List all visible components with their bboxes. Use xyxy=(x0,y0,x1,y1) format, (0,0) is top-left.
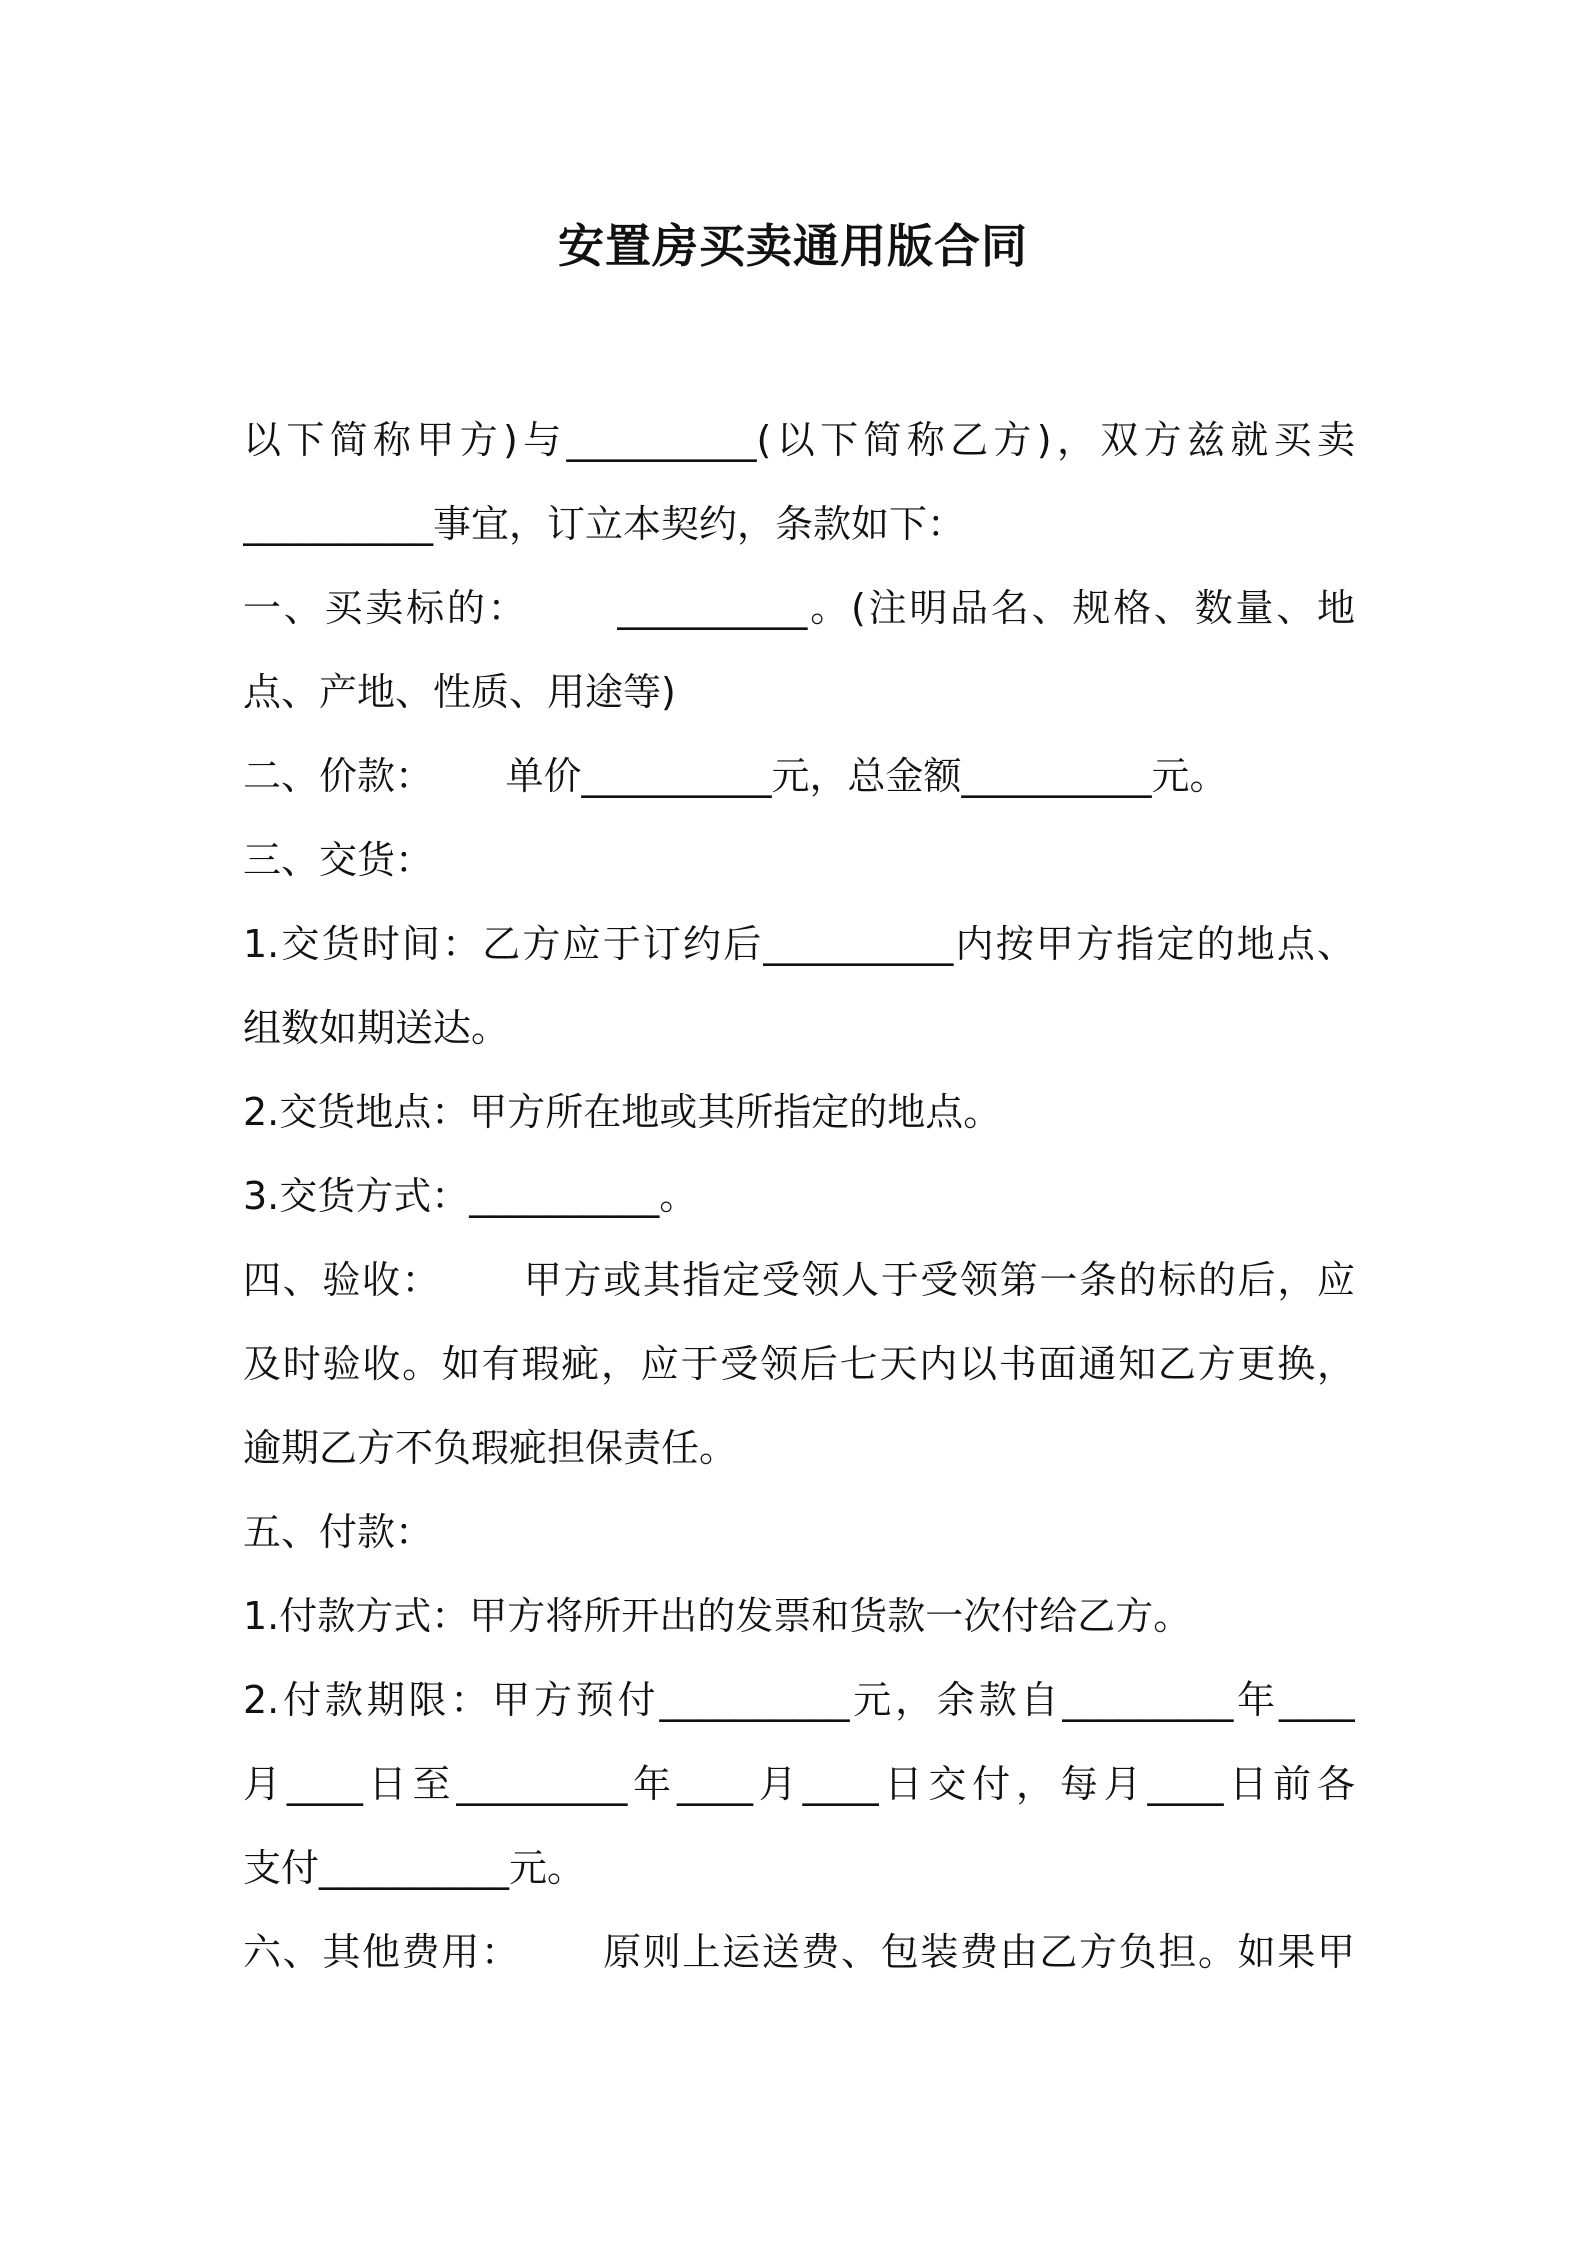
text-line: 点、产地、性质、用途等) xyxy=(243,670,676,714)
clause-inspection: 四、验收： 甲方或其指定受领人于受领第一条的标的后，应 xyxy=(243,1258,1355,1302)
clause-delivery-place: 2.交货地点：甲方所在地或其所指定的地点。 xyxy=(243,1090,1002,1134)
clause-delivery-heading: 三、交货： xyxy=(243,838,434,882)
text-line: __________事宜，订立本契约，条款如下： xyxy=(243,502,966,546)
clause-delivery-method: 3.交货方式：__________。 xyxy=(243,1174,698,1218)
document-title: 安置房买卖通用版合同 xyxy=(558,219,1028,273)
clause-other-fees: 六、其他费用： 原则上运送费、包装费由乙方负担。如果甲 xyxy=(243,1930,1355,1974)
text-line: 逾期乙方不负瑕疵担保责任。 xyxy=(243,1426,738,1470)
clause-payment-heading: 五、付款： xyxy=(243,1510,434,1554)
contract-body xyxy=(243,398,1355,1994)
clause-payment-method: 1.付款方式：甲方将所开出的发票和货款一次付给乙方。 xyxy=(243,1594,1192,1638)
text-line: 以下简称甲方)与__________(以下简称乙方)，双方兹就买卖 xyxy=(243,418,1355,462)
clause-subject-matter: 一、买卖标的： __________。(注明品名、规格、数量、地 xyxy=(243,586,1355,630)
text-line: 支付__________元。 xyxy=(243,1846,586,1890)
clause-delivery-time: 1.交货时间：乙方应于订约后__________内按甲方指定的地点、 xyxy=(243,922,1355,966)
text-line: 月____日至_________年____月____日交付，每月____日前各 xyxy=(243,1762,1355,1806)
clause-payment-term: 2.付款期限：甲方预付__________元，余款自_________年____ xyxy=(243,1678,1355,1722)
text-line: 及时验收。如有瑕疵，应于受领后七天内以书面通知乙方更换， xyxy=(243,1342,1355,1386)
text-line: 组数如期送达。 xyxy=(243,1006,510,1050)
clause-price: 二、价款： 单价__________元，总金额__________元。 xyxy=(243,754,1228,798)
